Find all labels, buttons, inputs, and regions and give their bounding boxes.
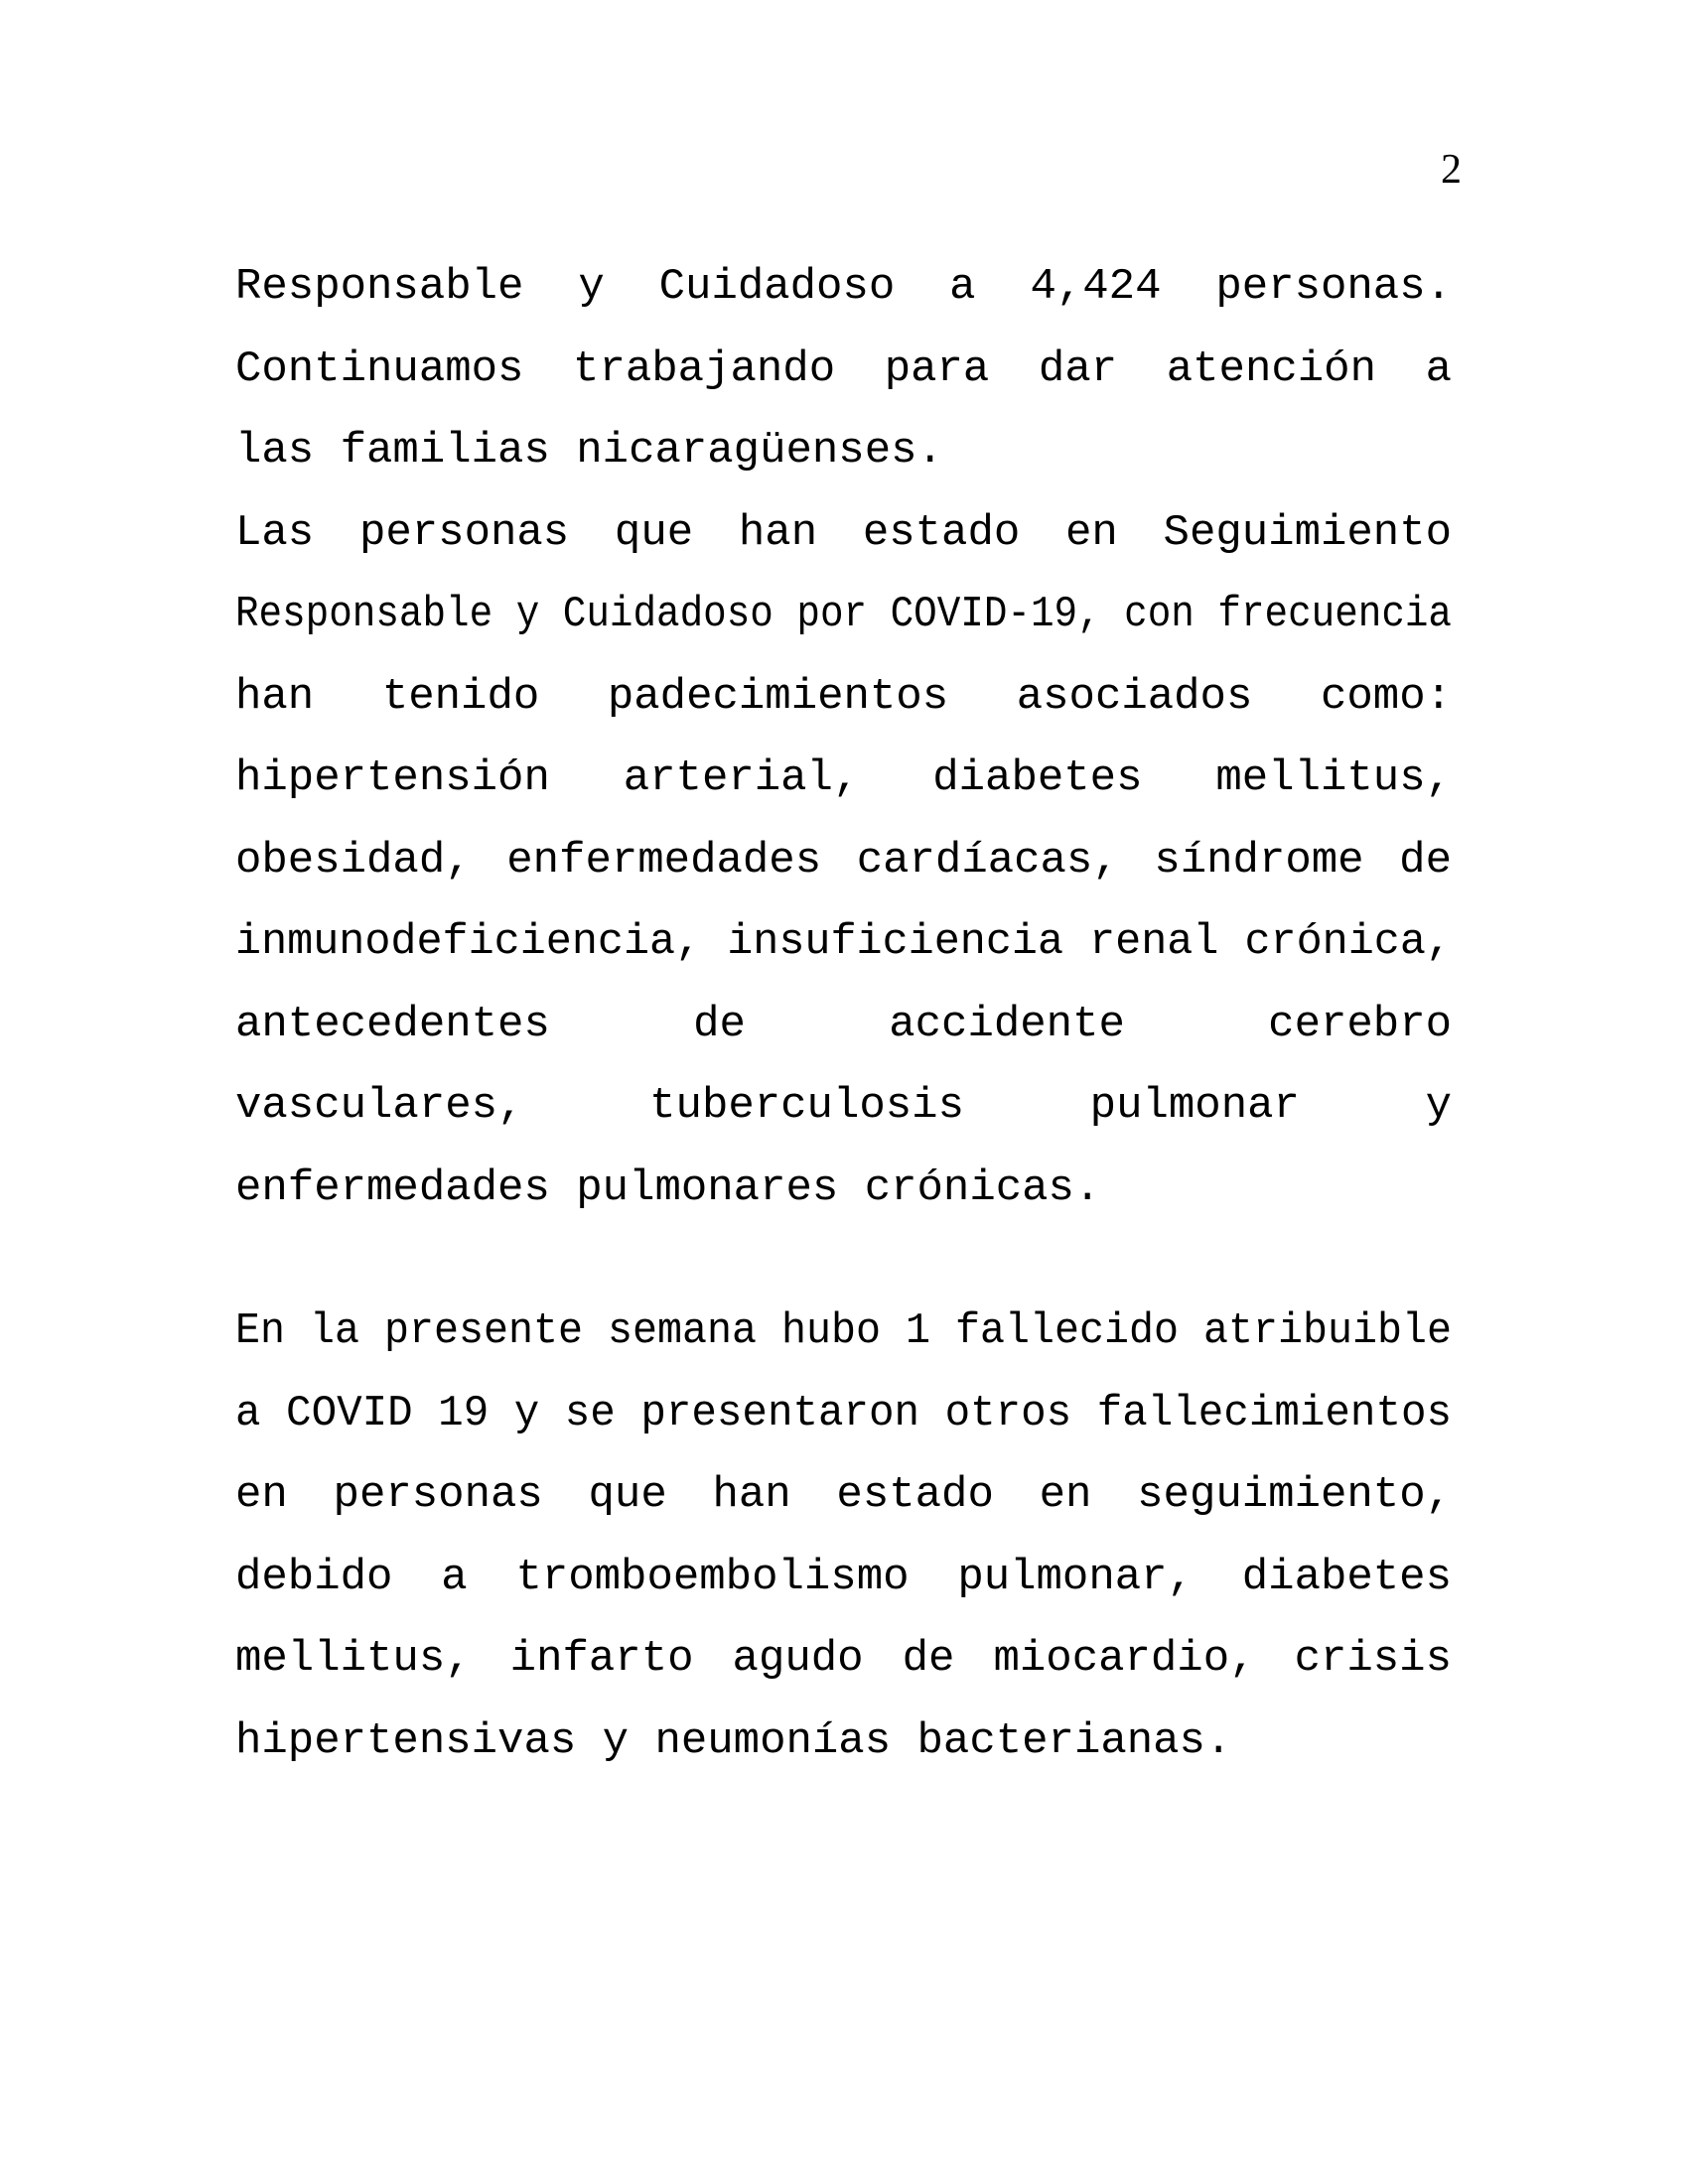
text-line: [235, 984, 1452, 1066]
document-body: [235, 246, 1452, 1782]
text-line-content: a COVID 19 y se presentaron otros fallecimientos: [235, 1388, 1452, 1438]
text-line-content: mellitus, infarto agudo de miocardio, crisis: [235, 1634, 1452, 1684]
text-line: [235, 1065, 1452, 1148]
text-line: [235, 410, 1452, 492]
text-line: [235, 329, 1452, 411]
text-line-content: las familias nicaragüenses.: [235, 426, 943, 476]
text-line: [235, 1701, 1452, 1783]
text-line-content: hipertensivas y neumonías bacterianas.: [235, 1715, 1232, 1766]
text-line: [235, 738, 1452, 820]
text-line: [235, 246, 1452, 329]
text-line-content: En la presente semana hubo 1 fallecido atribuible: [235, 1306, 1452, 1356]
text-line-content: Las personas que han estado en Seguimiento: [235, 507, 1452, 558]
text-line-content: hipertensión arterial, diabetes mellitus,: [235, 753, 1452, 803]
blank-line: [235, 1229, 1452, 1291]
text-line: [235, 1537, 1452, 1619]
text-line: [235, 1291, 1452, 1373]
text-line-content: en personas que han estado en seguimiento,: [235, 1470, 1452, 1520]
text-line-content: han tenido padecimientos asociados como:: [235, 671, 1452, 722]
text-line: [235, 1454, 1452, 1537]
text-line-content: obesidad, enfermedades cardíacas, síndrome de: [235, 835, 1452, 886]
text-line-content: Responsable y Cuidadoso por COVID-19, con frecuencia: [235, 590, 1452, 639]
text-line-content: inmunodeficiencia, insuficiencia renal crónica,: [235, 917, 1452, 967]
text-line: [235, 1618, 1452, 1701]
text-line: [235, 574, 1452, 656]
text-line: [235, 1373, 1452, 1455]
text-line: [235, 820, 1452, 902]
text-line: [235, 492, 1452, 575]
text-line-content: Continuamos trabajando para dar atención a: [235, 343, 1452, 394]
text-line-content: vasculares, tuberculosis pulmonar y: [235, 1081, 1452, 1131]
text-line-content: debido a tromboembolismo pulmonar, diabetes: [235, 1552, 1452, 1602]
text-line: [235, 1148, 1452, 1230]
page-number: 2: [1441, 147, 1462, 193]
text-line-content: enfermedades pulmonares crónicas.: [235, 1162, 1101, 1213]
text-line-content: Responsable y Cuidadoso a 4,424 personas.: [235, 262, 1452, 312]
text-line: [235, 656, 1452, 739]
text-line-content: antecedentes de accidente cerebro: [235, 999, 1452, 1049]
text-line: [235, 901, 1452, 984]
